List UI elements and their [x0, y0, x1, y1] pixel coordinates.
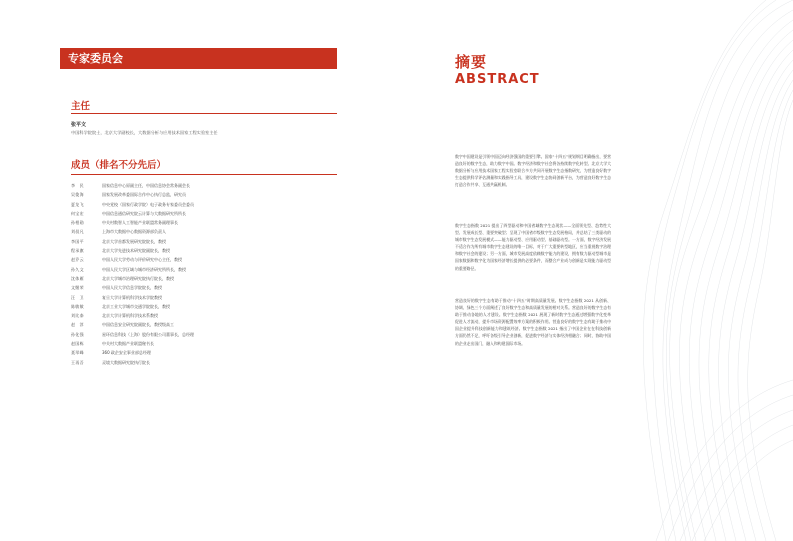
member-description: 国家信息中心原副主任，中国信息协会常务副会长: [102, 183, 190, 188]
member-name: 赵乔云: [71, 257, 84, 263]
member-name: 文继荣: [71, 285, 84, 291]
member-name: 刘比泰: [71, 313, 84, 319]
member-name: 沈体雁: [71, 275, 84, 281]
member-description: 上海市大数据中心数据资源部负责人: [102, 229, 166, 235]
member-description: 北京大学先进技术研究院副院长，教授: [102, 248, 170, 254]
member-description: 中关村数智人工智能产业联盟常务副理事长: [102, 220, 178, 226]
member-description: 星环信息科技（上海）股份有限公司董事长，总经理: [102, 331, 194, 337]
member-name: 赵 淳: [71, 322, 84, 328]
member-name: 孙久文: [71, 266, 84, 272]
member-name: 何宝宏: [71, 210, 84, 216]
member-description: 中国人民大学区域与城市经济研究所所长，教授: [102, 266, 186, 272]
expert-committee-banner: 专家委员会: [60, 48, 337, 69]
member-description: 360 政企安全事业部总经理: [102, 350, 151, 356]
member-description: 北京大学城市治理研究院执行院长，教授: [102, 275, 174, 281]
abstract-paragraph: 数字中国建设是引领中国迈向经济强国的重要引擎。国家“十四五”规划纲目明确指出，要营造良好的数字生态，助力数字中国。数字经济和数字社会将各持续数字化转型。北京大学大数据分析与应用技术国家工程实验室联合多方共同开展数字生态指数研究，为营造良好数字生态提供科学评估测量和实践指导工具，建设数字生态协同创新平台，为营造良好数字生态打造合作共享、互通共赢机制。: [455, 154, 611, 188]
member-name: 夏龙飞: [71, 201, 84, 207]
member-description: 中国人民大学劳动与评价研究中心主任，教授: [102, 257, 182, 263]
chair-divider: [71, 113, 337, 114]
abstract-paragraph: 数字生态指数 2021 提出了四型驱动和中国省域数字生态现状——全面领先型、趋势性大型、发展成长型、重要突破型；呈现了中国省市级数字生态发展格局，并总结了三类驱动的城市数字生态发展模式——能力驱动型、应用驱动型、基础驱动型。一方面，数字经济发展不适合作为所有城市数字生态建设的唯一目标，对于广大重要转型地区，应当重视数字治理和数字社会的建设；另一方面，城市发展高度依赖数字能力的建设，拥有数力驱动型城市是国家数据和数字化为国家经济增长提供的必要条件，而整合产业成与创新是实现能力驱动型的重要路径。: [455, 223, 611, 271]
abstract-paragraph: 营造良好的数字生态有助于推动“十四五”时期高质量发展。数字生态指数 2021 从创新、协调、绿色三个方面阐述了良好数字生态和高质量发展的相对关系。营造良好的数字生态有助于推动各地的人才建设。数字生态指数 2021 展现了新时数字生态通过增强数字化变革促进人才流动，提升市场资源配置效率方案的积极作用。营造良好的数字生态有助于推动中国企业提升科技创新能力和建筑经济。数字生态指数 2021 指出了中国企业在在科技创新方面仍然不足，呼吁各级引导企业创新，促进数字经济与实体经济相融合；同时，协助中国的企业走出国门，融入和构建国际市场。: [455, 298, 611, 346]
chair-name: 张平文: [71, 122, 87, 128]
member-description: 北京大学计算机科学技术系教授: [102, 313, 158, 319]
abstract-title-english: ABSTRACT: [455, 72, 540, 87]
chair-description: 中国科学院院士，北京大学副校长，大数据分析与应用技术国家工程实验室主任: [71, 130, 218, 135]
members-divider: [71, 174, 337, 175]
member-name: 李国平: [71, 238, 84, 244]
member-name: 孙相勋: [71, 220, 84, 226]
members-heading: 成员（排名不分先后）: [71, 160, 167, 171]
member-description: 中国人民大学信息学院院长，教授: [102, 285, 162, 291]
member-description: 中国信息通信研究院云计算与大数据研究所所长: [102, 210, 186, 216]
member-description: 北京工业大学城市交通学院院长，教授: [102, 303, 170, 309]
chair-heading: 主任: [71, 101, 91, 112]
member-name: 孙化强: [71, 331, 84, 337]
member-name: 刘叔凡: [71, 229, 84, 235]
member-name: 程承旗: [71, 248, 84, 254]
member-description: 中央党校（国家行政学院）电子政务专家委员会委员: [102, 201, 194, 207]
member-description: 国家发展改革委国际合作中心执行总监，研究员: [102, 192, 186, 198]
member-name: 陈敏敏: [71, 303, 84, 309]
member-description: 灵境大数据研究院执行院长: [102, 359, 150, 365]
member-description: 复旦大学计算机科学技术学院教授: [102, 294, 162, 300]
abstract-title-chinese: 摘要: [455, 53, 488, 71]
member-name: 聂翠峰: [71, 350, 84, 356]
member-description: 北京大学首都发展研究院院长，教授: [102, 238, 166, 244]
member-description: 中国信息安全研究院副院长，教授级高工: [102, 322, 174, 328]
member-name: 王再吾: [71, 359, 84, 365]
left-page: [0, 0, 396, 541]
member-description: 中关村大数据产业联盟秘书长: [102, 341, 154, 347]
member-name: 汪 卫: [71, 294, 84, 300]
member-name: 吴俊海: [71, 192, 84, 198]
member-name: 赵国栋: [71, 341, 84, 347]
member-name: 李 民: [71, 183, 84, 188]
